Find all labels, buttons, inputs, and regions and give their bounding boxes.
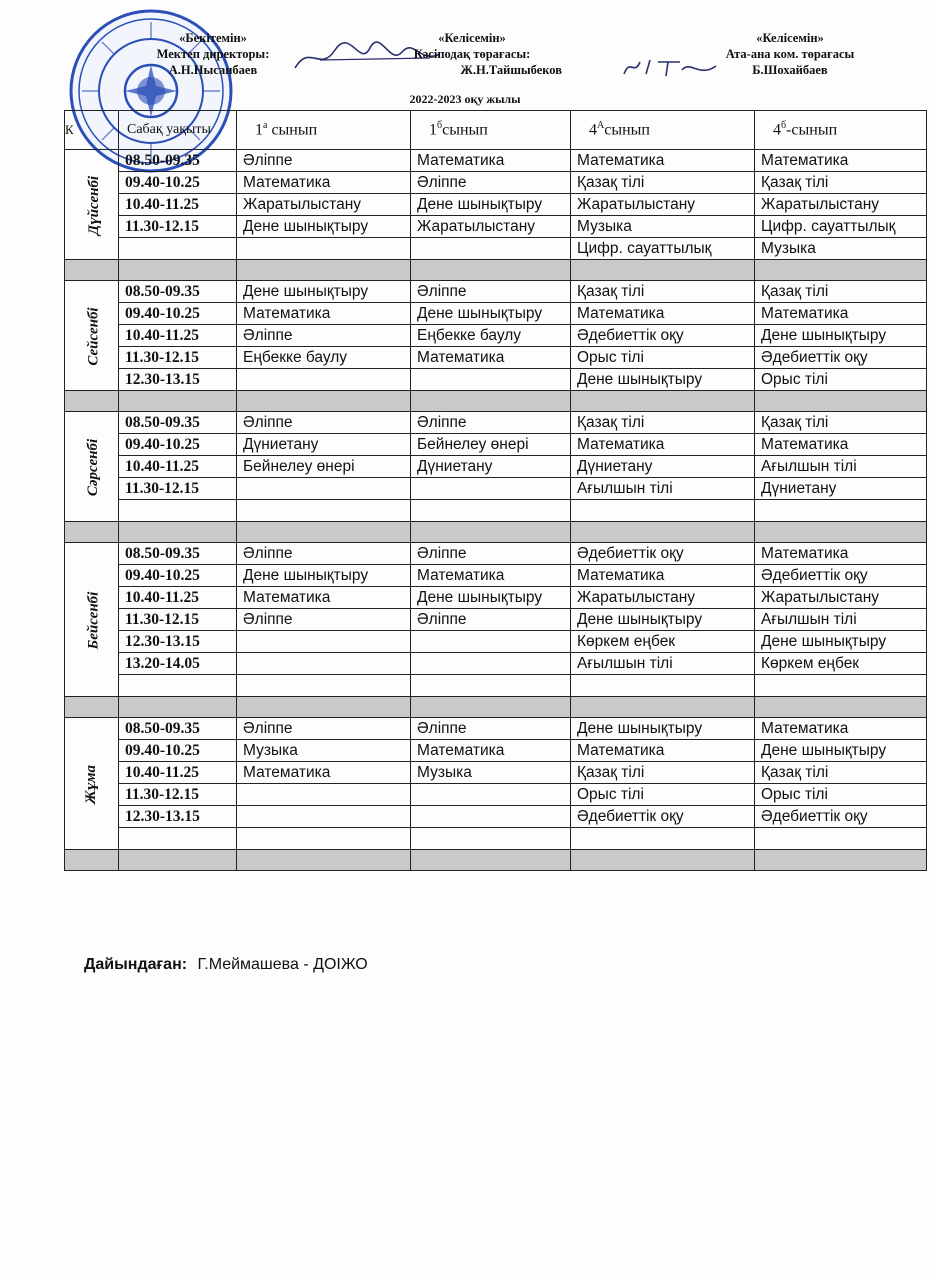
subject-cell (237, 238, 411, 260)
day-name-cell (65, 412, 119, 522)
column-header-class: $4^б$-сынып (755, 111, 927, 150)
lesson-time-cell: 11.30-12.15 (119, 347, 237, 369)
separator-cell (571, 260, 755, 281)
subject-cell: Әліппе (237, 150, 411, 172)
subject-cell: Дене шынықтыру (411, 587, 571, 609)
lesson-time-cell: 09.40-10.25 (119, 172, 237, 194)
approval-title: «Келісемін» (438, 31, 506, 45)
table-row (65, 828, 927, 850)
day-separator-row (65, 522, 927, 543)
subject-cell: Дене шынықтыру (411, 303, 571, 325)
separator-cell (119, 850, 237, 871)
table-row (65, 543, 927, 565)
separator-cell (755, 522, 927, 543)
lesson-time-cell: 11.30-12.15 (119, 216, 237, 238)
subject-cell: Қазақ тілі (571, 762, 755, 784)
approval-position: Кәсіподақ төрағасы: (413, 47, 531, 61)
separator-cell (411, 697, 571, 718)
separator-cell (119, 391, 237, 412)
subject-cell: Қазақ тілі (571, 281, 755, 303)
separator-cell (65, 260, 119, 281)
lesson-time-cell: 09.40-10.25 (119, 434, 237, 456)
table-row (65, 718, 927, 740)
subject-cell: Математика (755, 434, 927, 456)
day-name-cell (65, 150, 119, 260)
separator-cell (237, 522, 411, 543)
subject-cell: Әдебиеттік оқу (571, 325, 755, 347)
lesson-time-cell: 08.50-09.35 (119, 412, 237, 434)
lesson-time-cell: 11.30-12.15 (119, 784, 237, 806)
lesson-time-cell: 12.30-13.15 (119, 631, 237, 653)
subject-cell (411, 500, 571, 522)
subject-cell (411, 806, 571, 828)
subject-cell: Ағылшын тілі (755, 609, 927, 631)
subject-cell: Еңбекке баулу (237, 347, 411, 369)
subject-cell: Жаратылыстану (571, 194, 755, 216)
table-row (65, 653, 927, 675)
approval-position: Ата-ана ком. төрағасы (725, 47, 855, 61)
separator-cell (119, 522, 237, 543)
subject-cell: Дүниетану (237, 434, 411, 456)
lesson-time-cell: 08.50-09.35 (119, 543, 237, 565)
prepared-by (84, 956, 368, 974)
subject-cell: Дене шынықтыру (571, 369, 755, 391)
approval-title: «Бекітемін» (179, 31, 247, 45)
subject-cell (411, 478, 571, 500)
subject-cell: Дене шынықтыру (411, 194, 571, 216)
lesson-time-cell (119, 828, 237, 850)
table-row (65, 456, 927, 478)
subject-cell: Дене шынықтыру (571, 718, 755, 740)
lesson-time-cell: 11.30-12.15 (119, 609, 237, 631)
approval-block-trade-union (372, 30, 572, 78)
table-row (65, 609, 927, 631)
approval-title: «Келісемін» (756, 31, 824, 45)
subject-cell: Ағылшын тілі (755, 456, 927, 478)
prepared-by-name: Г.Меймашева - ДОІЖО (197, 956, 368, 973)
lesson-time-cell: 10.40-11.25 (119, 194, 237, 216)
subject-cell: Әліппе (411, 718, 571, 740)
subject-cell (237, 784, 411, 806)
separator-cell (571, 697, 755, 718)
lesson-time-cell: 09.40-10.25 (119, 303, 237, 325)
separator-cell (119, 260, 237, 281)
separator-cell (65, 522, 119, 543)
academic-year: 2022-2023 оқу жылы (409, 92, 521, 106)
subject-cell: Қазақ тілі (755, 412, 927, 434)
subject-cell: Әліппе (411, 609, 571, 631)
day-separator-row (65, 260, 927, 281)
separator-cell (237, 850, 411, 871)
subject-cell (755, 675, 927, 697)
subject-cell: Дене шынықтыру (237, 281, 411, 303)
separator-cell (571, 522, 755, 543)
approval-person: Б.Шохайбаев (752, 63, 828, 77)
table-row (65, 675, 927, 697)
subject-cell: Дене шынықтыру (237, 216, 411, 238)
table-row (65, 303, 927, 325)
lesson-time-cell: 12.30-13.15 (119, 369, 237, 391)
subject-cell: Математика (571, 740, 755, 762)
column-header-class: $4^Асынып$ (571, 111, 755, 150)
lesson-time-cell: 10.40-11.25 (119, 456, 237, 478)
separator-cell (411, 522, 571, 543)
table-row (65, 369, 927, 391)
table-row (65, 762, 927, 784)
table-row (65, 478, 927, 500)
subject-cell (571, 500, 755, 522)
subject-cell: Орыс тілі (755, 369, 927, 391)
prepared-by-label: Дайындаған: (84, 956, 188, 973)
subject-cell: Көркем еңбек (571, 631, 755, 653)
table-row (65, 150, 927, 172)
subject-cell (237, 806, 411, 828)
table-row (65, 434, 927, 456)
subject-cell: Музыка (411, 762, 571, 784)
lesson-time-cell (119, 500, 237, 522)
subject-cell (411, 784, 571, 806)
separator-cell (411, 391, 571, 412)
subject-cell: Математика (755, 303, 927, 325)
subject-cell: Музыка (571, 216, 755, 238)
subject-cell (571, 675, 755, 697)
subject-cell: Математика (571, 434, 755, 456)
lesson-time-cell (119, 238, 237, 260)
subject-cell: Әліппе (411, 172, 571, 194)
subject-cell: Дене шынықтыру (571, 609, 755, 631)
subject-cell: Математика (755, 543, 927, 565)
lesson-time-cell: 10.40-11.25 (119, 325, 237, 347)
day-name: Сейсенбі (85, 306, 102, 366)
table-row (65, 565, 927, 587)
lesson-time-cell: 12.30-13.15 (119, 806, 237, 828)
separator-cell (237, 697, 411, 718)
separator-cell (755, 697, 927, 718)
subject-cell: Жаратылыстану (755, 194, 927, 216)
subject-cell: Әліппе (237, 609, 411, 631)
subject-cell: Дене шынықтыру (755, 740, 927, 762)
subject-cell: Математика (411, 740, 571, 762)
lesson-time-cell: 13.20-14.05 (119, 653, 237, 675)
subject-cell: Әліппе (411, 281, 571, 303)
lesson-time-cell: 08.50-09.35 (119, 718, 237, 740)
day-name: Бейсенбі (85, 591, 102, 649)
subject-cell: Цифр. сауаттылық (571, 238, 755, 260)
table-row (65, 325, 927, 347)
subject-cell (411, 675, 571, 697)
subject-cell: Әліппе (237, 543, 411, 565)
subject-cell (237, 478, 411, 500)
schedule-body (65, 150, 927, 871)
lesson-time-cell: 08.50-09.35 (119, 281, 237, 303)
subject-cell: Дүниетану (411, 456, 571, 478)
subject-cell (237, 675, 411, 697)
subject-cell: Математика (571, 303, 755, 325)
subject-cell: Қазақ тілі (755, 172, 927, 194)
column-header-time: Сабақ уақыты (119, 111, 237, 150)
day-name-cell (65, 543, 119, 697)
table-row (65, 216, 927, 238)
lesson-time-cell: 10.40-11.25 (119, 762, 237, 784)
subject-cell: Әдебиеттік оқу (755, 806, 927, 828)
subject-cell: Әдебиеттік оқу (755, 565, 927, 587)
approval-block-parent-committee (690, 30, 890, 78)
subject-cell: Математика (755, 150, 927, 172)
subject-cell (411, 653, 571, 675)
column-header-day: К (65, 111, 119, 150)
separator-cell (65, 391, 119, 412)
table-row (65, 740, 927, 762)
subject-cell: Көркем еңбек (755, 653, 927, 675)
subject-cell (411, 631, 571, 653)
subject-cell (571, 828, 755, 850)
subject-cell: Жаратылыстану (411, 216, 571, 238)
day-name-cell (65, 281, 119, 391)
subject-cell: Қазақ тілі (571, 412, 755, 434)
approval-block-director (128, 30, 298, 78)
subject-cell: Әліппе (411, 412, 571, 434)
subject-cell: Математика (237, 587, 411, 609)
table-row (65, 194, 927, 216)
table-row (65, 281, 927, 303)
separator-cell (65, 850, 119, 871)
subject-cell: Әліппе (237, 412, 411, 434)
subject-cell: Қазақ тілі (571, 172, 755, 194)
subject-cell: Музыка (755, 238, 927, 260)
separator-cell (119, 697, 237, 718)
separator-cell (411, 850, 571, 871)
subject-cell: Математика (237, 303, 411, 325)
subject-cell: Орыс тілі (571, 784, 755, 806)
day-separator-row (65, 850, 927, 871)
subject-cell (237, 500, 411, 522)
subject-cell: Әліппе (237, 325, 411, 347)
subject-cell (411, 238, 571, 260)
subject-cell: Әдебиеттік оқу (571, 543, 755, 565)
separator-cell (237, 260, 411, 281)
subject-cell: Дене шынықтыру (755, 631, 927, 653)
column-header-class: $1^а$ сынып (237, 111, 411, 150)
approval-position: Мектеп директоры: (156, 47, 270, 61)
subject-cell: Әдебиеттік оқу (755, 347, 927, 369)
lesson-time-cell: 10.40-11.25 (119, 587, 237, 609)
day-separator-row (65, 697, 927, 718)
table-row (65, 172, 927, 194)
subject-cell: Математика (755, 718, 927, 740)
table-row (65, 347, 927, 369)
subject-cell: Дүниетану (755, 478, 927, 500)
separator-cell (571, 850, 755, 871)
subject-cell: Ағылшын тілі (571, 478, 755, 500)
subject-cell (237, 653, 411, 675)
subject-cell: Дене шынықтыру (237, 565, 411, 587)
table-header-row (65, 111, 927, 150)
subject-cell (237, 631, 411, 653)
subject-cell: Математика (411, 150, 571, 172)
subject-cell: Цифр. сауаттылық (755, 216, 927, 238)
subject-cell (755, 500, 927, 522)
subject-cell: Математика (237, 172, 411, 194)
subject-cell: Жаратылыстану (571, 587, 755, 609)
day-name: Дүйсенбі (86, 175, 103, 235)
day-separator-row (65, 391, 927, 412)
column-header-class: $1^бсынып$ (411, 111, 571, 150)
subject-cell (755, 828, 927, 850)
subject-cell: Математика (571, 565, 755, 587)
subject-cell: Математика (237, 762, 411, 784)
day-name: Сәрсенбі (85, 438, 102, 496)
subject-cell: Музыка (237, 740, 411, 762)
subject-cell: Әліппе (237, 718, 411, 740)
subject-cell: Бейнелеу өнері (411, 434, 571, 456)
subject-cell: Қазақ тілі (755, 762, 927, 784)
schedule-table (64, 110, 927, 871)
table-row (65, 500, 927, 522)
subject-cell: Жаратылыстану (237, 194, 411, 216)
separator-cell (755, 850, 927, 871)
subject-cell: Дене шынықтыру (755, 325, 927, 347)
subject-cell: Еңбекке баулу (411, 325, 571, 347)
table-row (65, 412, 927, 434)
table-row (65, 806, 927, 828)
separator-cell (411, 260, 571, 281)
table-row (65, 238, 927, 260)
table-row (65, 631, 927, 653)
day-name: Жұма (82, 764, 99, 804)
subject-cell: Бейнелеу өнері (237, 456, 411, 478)
subject-cell: Ағылшын тілі (571, 653, 755, 675)
approval-person: А.Н.Нысанбаев (168, 63, 258, 77)
subject-cell: Математика (411, 565, 571, 587)
separator-cell (755, 260, 927, 281)
approval-person: Ж.Н.Тайшыбеков (460, 63, 562, 77)
separator-cell (571, 391, 755, 412)
table-row (65, 784, 927, 806)
separator-cell (65, 697, 119, 718)
separator-cell (755, 391, 927, 412)
day-name-cell (65, 718, 119, 850)
subject-cell: Орыс тілі (571, 347, 755, 369)
subject-cell: Математика (411, 347, 571, 369)
lesson-time-cell: 08.50-09.35 (119, 150, 237, 172)
lesson-time-cell: 11.30-12.15 (119, 478, 237, 500)
subject-cell: Математика (571, 150, 755, 172)
subject-cell: Әліппе (411, 543, 571, 565)
subject-cell (237, 369, 411, 391)
subject-cell: Жаратылыстану (755, 587, 927, 609)
table-row (65, 587, 927, 609)
lesson-time-cell: 09.40-10.25 (119, 740, 237, 762)
subject-cell: Әдебиеттік оқу (571, 806, 755, 828)
subject-cell: Қазақ тілі (755, 281, 927, 303)
subject-cell (237, 828, 411, 850)
subject-cell (411, 369, 571, 391)
subject-cell: Дүниетану (571, 456, 755, 478)
subject-cell: Орыс тілі (755, 784, 927, 806)
lesson-time-cell: 09.40-10.25 (119, 565, 237, 587)
lesson-time-cell (119, 675, 237, 697)
subject-cell (411, 828, 571, 850)
separator-cell (237, 391, 411, 412)
